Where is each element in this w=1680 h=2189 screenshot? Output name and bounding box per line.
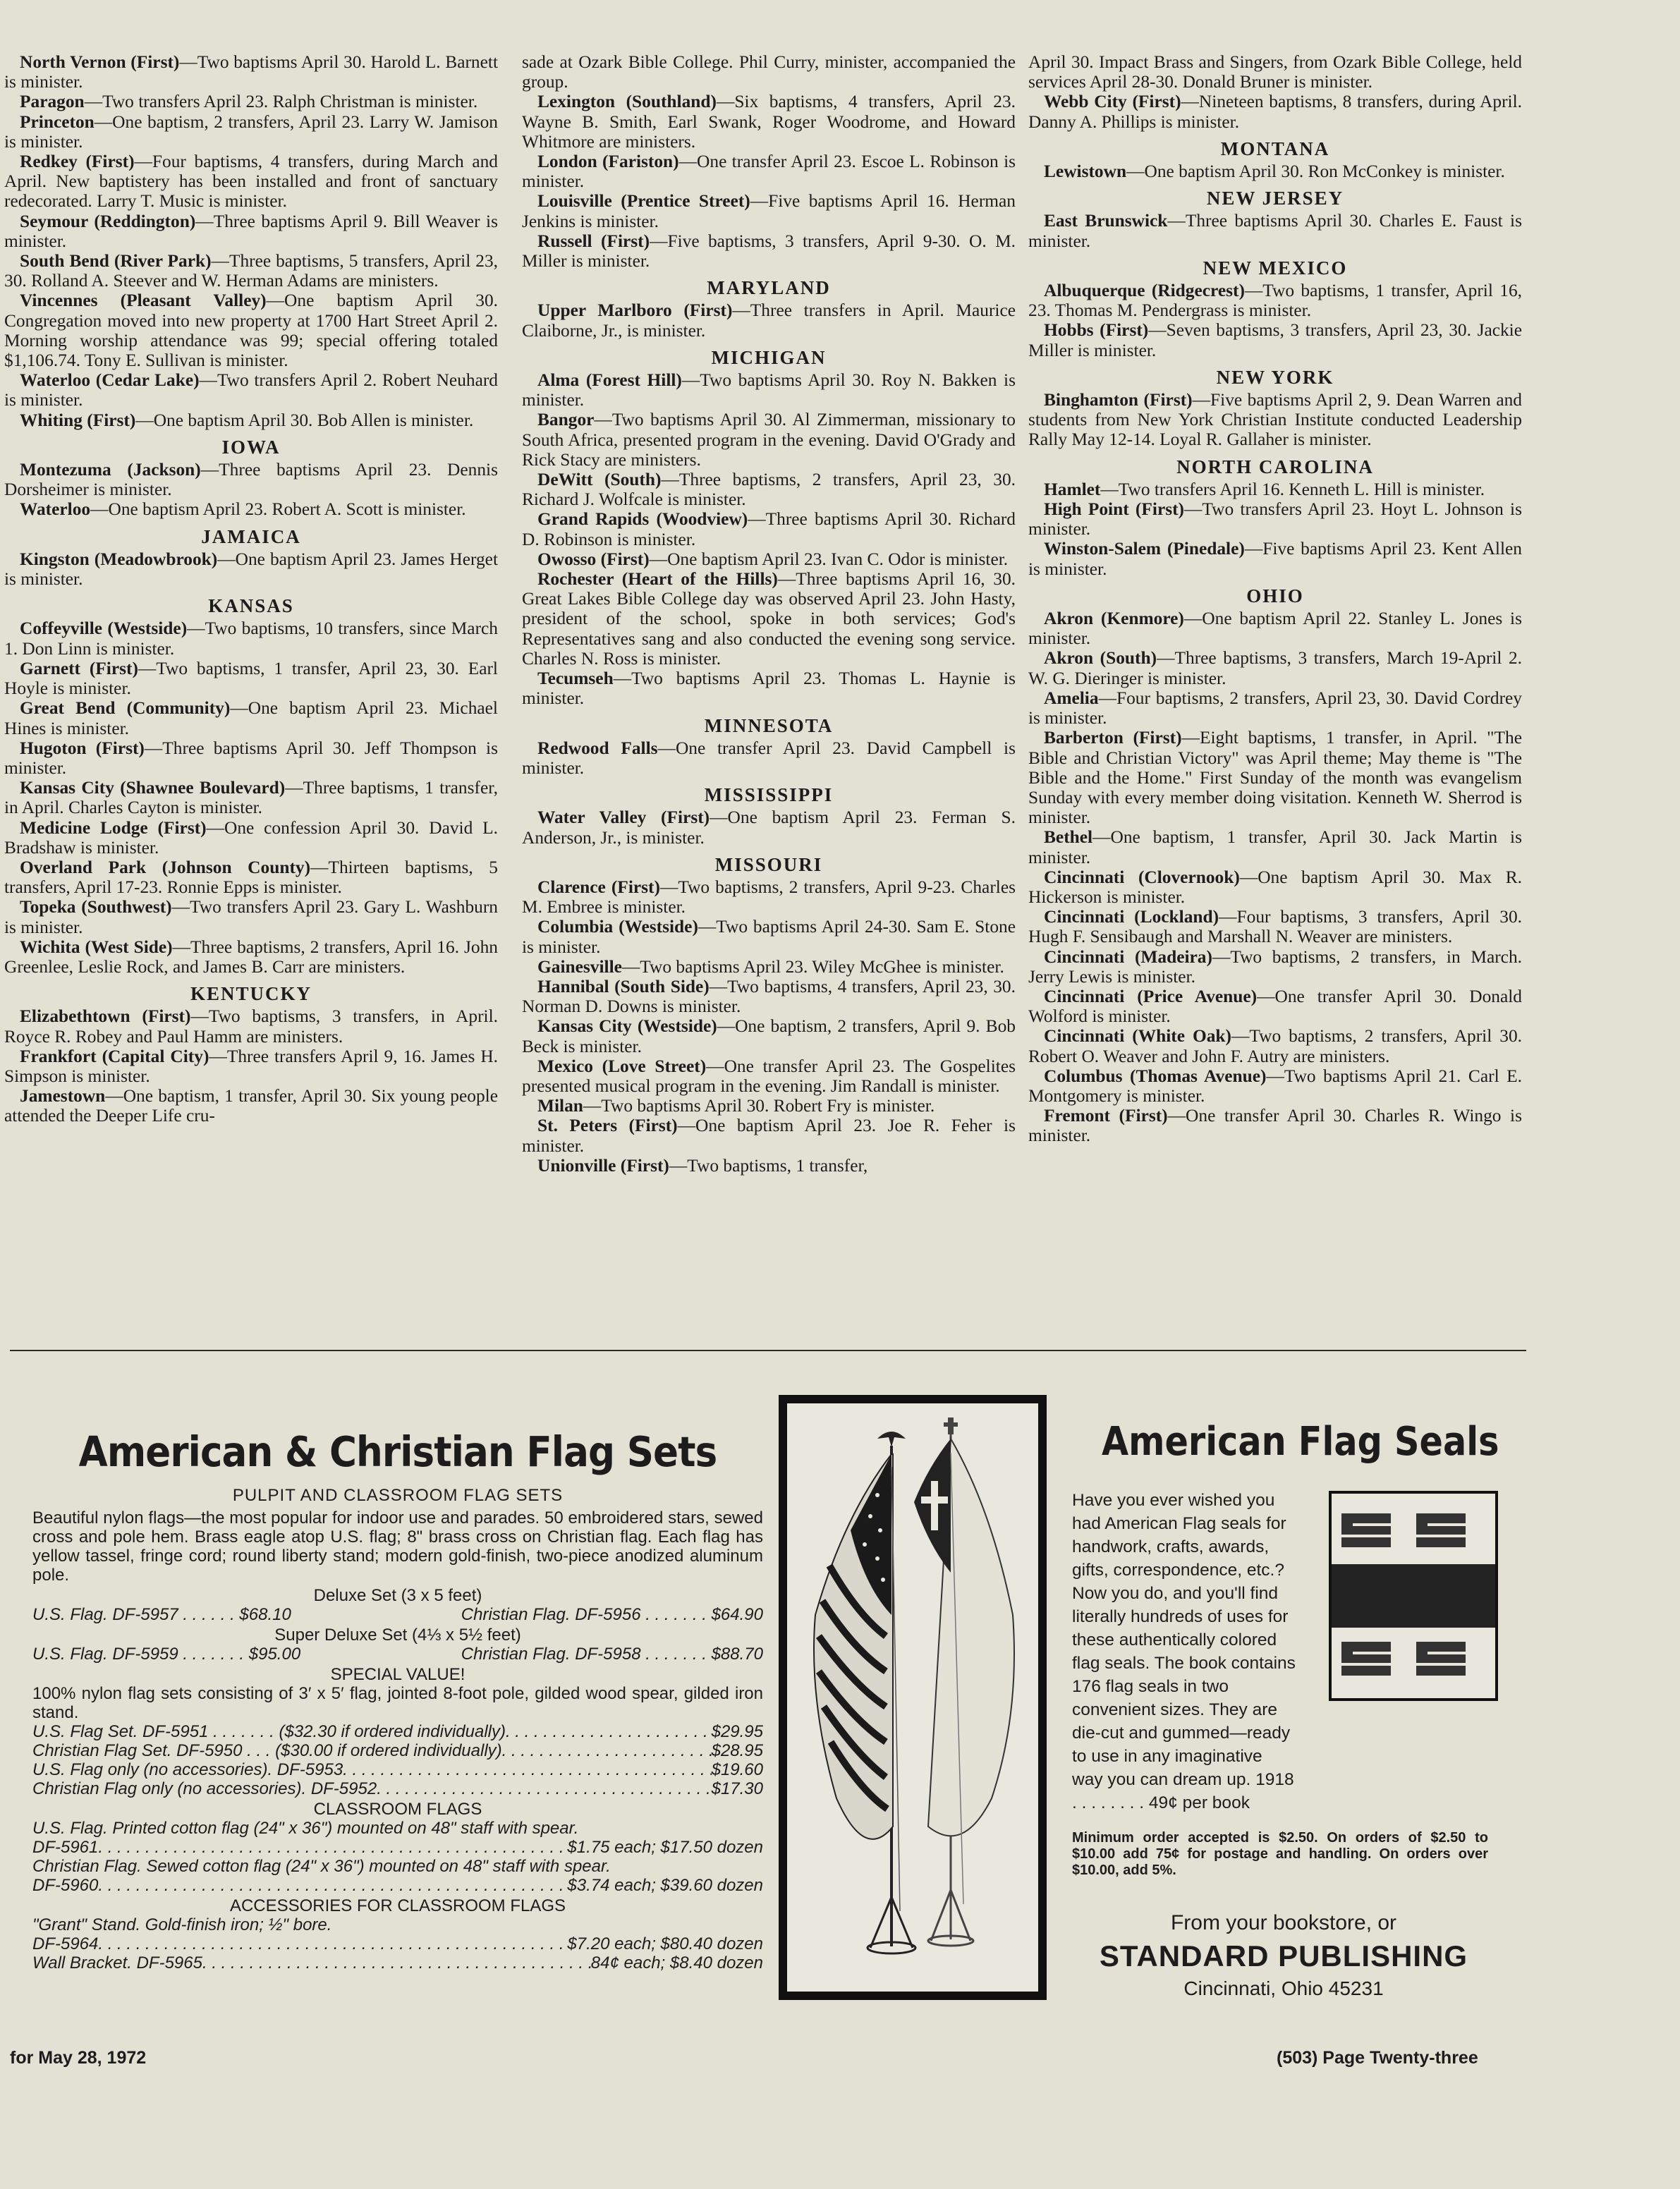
footer-date: for May 28, 1972 <box>10 2048 147 2068</box>
church-entry <box>4 112 498 152</box>
church-entry <box>4 937 498 977</box>
church-entry <box>1028 1026 1522 1066</box>
church-name: Medicine Lodge (First) <box>20 817 207 838</box>
state-heading: OHIO <box>1246 585 1304 606</box>
entry-text: —One transfer April 23. David Campbell is minister. <box>522 738 1016 778</box>
church-name: St. Peters (First) <box>537 1116 678 1136</box>
church-entry <box>1028 1106 1522 1145</box>
entry-text: —Three baptisms April 30. Richard D. Robinson is minister. <box>522 509 1016 549</box>
ad-description: Beautiful nylon flags—the most popular for indoor use and parades. 50 embroidered stars, sewed cross and pole hem. Brass eagle atop U.S. flag; 8" brass cross on Christian flag. Each flag has yellow tassel, fringe cord; round liberty stand; modern gold-finish, two-piece anodized aluminum pole. <box>32 1508 763 1585</box>
church-entry <box>1028 499 1522 539</box>
state-heading: JAMAICA <box>201 525 301 547</box>
entry-text: —Three baptisms April 30. Charles E. Faust is minister. <box>1028 211 1522 251</box>
seal-book-image <box>1329 1491 1498 1701</box>
entry-text: —Two baptisms, 2 transfers, April 9-23. Charles M. Embree is minister. <box>522 877 1016 917</box>
entry-text: —Three baptisms April 16, 30. Great Lakes Bible College day was observed April 23. John Hasty, president of the school, spoke in both services; God's Representatives sang and also conducted the evening song service. Charles N. Ross is minister. <box>522 569 1016 669</box>
church-name: Hobbs (First) <box>1044 320 1149 341</box>
entry-text: —One baptism, 2 transfers, April 9. Bob Beck is minister. <box>522 1016 1016 1056</box>
entry-text: —Two baptisms April 23. Thomas L. Haynie is minister. <box>522 669 1016 709</box>
church-entry <box>4 858 498 897</box>
special-value-list <box>32 1722 763 1798</box>
price-line: DF-5960 . . . $3.74 each; $39.60 dozen <box>32 1876 763 1895</box>
church-name: Cincinnati (Madeira) <box>1044 946 1212 967</box>
footer-page-number: (503) Page Twenty-three <box>1277 2048 1478 2068</box>
church-name: Kingston (Meadowbrook) <box>20 549 218 569</box>
church-entry <box>522 191 1016 231</box>
entry-text: —Two baptisms April 30. Harold L. Barnett is minister. <box>4 52 498 92</box>
entry-text: —Three baptisms April 9. Bill Weaver is minister. <box>4 211 498 251</box>
church-name: Tecumseh <box>537 669 614 689</box>
church-name: Akron (South) <box>1044 648 1157 669</box>
ad-title: American Flag Seals <box>1102 1419 1499 1465</box>
entry-text: —One baptism April 30. Max R. Hickerson is minister. <box>1028 867 1522 907</box>
section-divider <box>10 1350 1526 1351</box>
church-name: Elizabethtown (First) <box>20 1006 191 1027</box>
church-entry <box>4 212 498 251</box>
news-column-3 <box>1028 52 1522 1146</box>
church-name: DeWitt (South) <box>537 470 662 490</box>
church-name: Vincennes (Pleasant Valley) <box>20 291 267 311</box>
entry-text: —Two baptisms April 30. Al Zimmerman, missionary to South Africa, presented program in the evening. David O'Grady and Rick Stacy are ministers. <box>522 410 1016 470</box>
church-name: Amelia <box>1044 688 1099 708</box>
entry-text: —One transfer April 30. Charles R. Wingo is minister. <box>1028 1106 1522 1146</box>
church-name: Cincinnati (Clovernook) <box>1044 867 1240 887</box>
deluxe-prices: U.S. Flag. DF-5957 . . . . . . $68.10 Christian Flag. DF-5956 . . . . . . . $64.90 <box>32 1605 763 1624</box>
church-entry <box>1028 480 1522 499</box>
church-name: Seymour (Reddington) <box>20 211 196 231</box>
news-column-1 <box>4 52 498 1126</box>
church-name: Overland Park (Johnson County) <box>20 857 311 877</box>
grant-stand: "Grant" Stand. Gold-finish iron; ½" bore. <box>32 1915 332 1934</box>
church-name: Russell (First) <box>537 231 650 251</box>
church-name: Fremont (First) <box>1044 1106 1168 1126</box>
church-name: Mexico (Love Street) <box>537 1056 707 1076</box>
price-line: DF-5961 . . . $1.75 each; $17.50 dozen <box>32 1838 763 1857</box>
entry-text: —Five baptisms April 23. Kent Allen is minister. <box>1028 539 1522 579</box>
church-entry <box>1028 907 1522 946</box>
entry-text: —One baptism April 30. Congregation moved into new property at 1700 Hart Street April 2. Morning worship attendance was 99; special offering totaled $1,106.74. Tony E. Sullivan is minister. <box>4 291 498 371</box>
entry-text: —Six baptisms, 4 transfers, April 23. Wayne B. Smith, Earl Swank, Roger Woodrome, and Howard Whitmore are ministers. <box>522 92 1016 152</box>
special-value-heading: SPECIAL VALUE! <box>330 1665 465 1684</box>
church-name: Akron (Kenmore) <box>1044 609 1184 629</box>
special-value-item: Christian Flag only (no accessories). DF-5952 . . . $17.30 <box>32 1779 763 1798</box>
church-name: Kansas City (Westside) <box>537 1016 717 1037</box>
entry-text: —Two baptisms, 2 transfers, in March. Jerry Lewis is minister. <box>1028 946 1522 987</box>
church-entry <box>522 917 1016 956</box>
classroom-heading: CLASSROOM FLAGS <box>313 1800 482 1819</box>
church-name: Hannibal (South Side) <box>537 976 710 996</box>
state-heading: NEW MEXICO <box>1203 257 1348 279</box>
deluxe-heading: Deluxe Set (3 x 5 feet) <box>313 1586 482 1605</box>
flag-seal-book-icon <box>1332 1494 1495 1698</box>
ad-description: Have you ever wished you had American Flag seals for handwork, crafts, awards, gifts, correspondence, etc.? Now you do, and you'll find literally hundreds of uses for these authentically colored flag seals. The book contains 176 flag seals in two convenient sizes. They are die-cut and gummed—ready to use in any imaginative way you can dream up. 1918 . . . . . . . . 49¢ per book <box>1072 1491 1296 1812</box>
church-entry <box>522 470 1016 509</box>
publisher-address: Cincinnati, Ohio 45231 <box>1183 1977 1384 1999</box>
state-heading: MISSOURI <box>714 853 823 875</box>
church-entry <box>4 460 498 499</box>
church-entry <box>4 778 498 817</box>
church-entry <box>4 738 498 778</box>
church-name: Garnett (First) <box>20 658 138 678</box>
church-entry <box>4 1006 498 1046</box>
church-name: Unionville (First) <box>537 1155 669 1176</box>
entry-text: —One baptism April 23. Joe R. Feher is minister. <box>522 1116 1016 1156</box>
church-entry <box>4 92 498 111</box>
church-name: Paragon <box>20 92 85 112</box>
minimum-order-note: Minimum order accepted is $2.50. On orders of $2.50 to $10.00 add 75¢ for postage and handling. On orders over $10.00, add 5%. <box>1072 1830 1488 1878</box>
entry-text: —Two transfers April 23. Hoyt L. Johnson is minister. <box>1028 499 1522 539</box>
church-entry <box>4 549 498 589</box>
state-heading: IOWA <box>221 436 281 458</box>
church-entry <box>4 370 498 410</box>
church-name: Jamestown <box>20 1086 106 1106</box>
entry-text: —One baptism April 23. James Herget is minister. <box>4 549 499 590</box>
entry-text: —Two transfers April 2. Robert Neuhard is minister. <box>4 370 499 410</box>
state-heading: KANSAS <box>208 595 294 617</box>
state-heading: MONTANA <box>1220 138 1330 159</box>
price-line: DF-5964 . . . $7.20 each; $80.40 dozen <box>32 1934 763 1953</box>
entry-text: —Thirteen baptisms, 5 transfers, April 17-23. Ronnie Epps is minister. <box>4 857 498 898</box>
entry-text: —Two baptisms, 1 transfer, April 16, 23. Thomas M. Pendergrass is minister. <box>1028 281 1522 321</box>
entry-text: —Three baptisms, 5 transfers, April 23, 30. Rolland A. Steever and W. Herman Adams are ministers. <box>4 251 498 291</box>
entry-text: —Seven baptisms, 3 transfers, April 23, 30. Jackie Miller is minister. <box>1028 320 1523 360</box>
church-entry <box>4 251 498 291</box>
entry-text: —One baptism April 23. Robert A. Scott is minister. <box>90 499 466 520</box>
church-entry <box>522 1156 1016 1176</box>
church-name: Lewistown <box>1044 161 1127 182</box>
church-entry <box>1028 609 1522 648</box>
state-heading: MINNESOTA <box>704 714 834 736</box>
bookstore-line: From your bookstore, or <box>1170 1911 1397 1934</box>
church-name: Bangor <box>537 410 595 430</box>
entry-text: —One baptism April 23. Michael Hines is minister. <box>4 698 498 738</box>
church-name: North Vernon (First) <box>20 52 180 72</box>
entry-text: —Two baptisms, 4 transfers, April 23, 30. Norman D. Downs is minister. <box>522 976 1016 1017</box>
church-name: Topeka (Southwest) <box>20 897 172 917</box>
church-entry <box>522 977 1016 1016</box>
church-name: East Brunswick <box>1044 211 1168 231</box>
church-name: High Point (First) <box>1044 499 1185 520</box>
entry-text: —Four baptisms, 4 transfers, during March and April. New baptistery has been installed and front of sanctuary redecorated. Larry T. Music is minister. <box>4 152 498 212</box>
flag-seals-ad <box>1072 1419 1499 2000</box>
church-name: South Bend (River Park) <box>20 251 212 272</box>
church-entry <box>4 52 498 92</box>
entry-text: —Two baptisms, 1 transfer, <box>669 1155 868 1176</box>
church-name: Waterloo <box>20 499 91 520</box>
church-entry <box>522 509 1016 549</box>
church-entry <box>1028 947 1522 987</box>
entry-text: —Three baptisms, 2 transfers, April 23, 30. Richard J. Wolfcale is minister. <box>522 470 1016 510</box>
church-name: Hugoton (First) <box>20 738 145 758</box>
entry-text: —Three baptisms April 30. Jeff Thompson is minister. <box>4 738 498 778</box>
entry-text: —Two baptisms April 30. Robert Fry is minister. <box>583 1096 935 1116</box>
church-entry <box>4 1047 498 1086</box>
church-entry <box>522 957 1016 977</box>
church-entry <box>1028 728 1522 827</box>
church-name: Hamlet <box>1044 479 1101 499</box>
church-name: Gainesville <box>537 956 622 977</box>
church-entry <box>1028 688 1522 728</box>
church-entry <box>522 231 1016 271</box>
entry-text: —Five baptisms, 3 transfers, April 9-30. O. M. Miller is minister. <box>522 231 1016 272</box>
church-entry <box>522 738 1016 778</box>
entry-text: —One transfer April 30. Donald Wolford is minister. <box>1028 986 1522 1027</box>
church-entry <box>1028 161 1522 181</box>
entry-text: —Five baptisms April 2, 9. Dean Warren and students from New York Christian Institute conducted Leadership Rally May 12-14. Loyal R. Gallaher is minister. <box>1028 390 1522 450</box>
entry-text: —Four baptisms, 3 transfers, April 30. Hugh F. Sensibaugh and Marshall N. Weaver are ministers. <box>1028 907 1522 947</box>
church-entry <box>522 549 1016 569</box>
state-heading: MICHIGAN <box>711 346 827 368</box>
church-name: Alma (Forest Hill) <box>537 370 682 391</box>
entry-text: sade at Ozark Bible College. Phil Curry, minister, accompanied the group. <box>522 52 1016 92</box>
entry-continuation <box>1028 52 1522 92</box>
church-name: Owosso (First) <box>537 549 650 569</box>
church-name: Columbia (Westside) <box>537 917 698 937</box>
entry-text: —Two baptisms April 30. Roy N. Bakken is minister. <box>522 370 1016 410</box>
church-name: Cincinnati (Price Avenue) <box>1044 986 1258 1006</box>
entry-text: —Three baptisms, 3 transfers, March 19-April 2. W. G. Dieringer is minister. <box>1028 648 1523 688</box>
church-name: Lexington (Southland) <box>537 92 717 112</box>
church-name: Louisville (Prentice Street) <box>537 191 750 212</box>
church-name: Clarence (First) <box>537 877 660 897</box>
accessories-heading: ACCESSORIES FOR CLASSROOM FLAGS <box>229 1896 566 1915</box>
church-entry <box>522 1116 1016 1155</box>
entry-text: —Five baptisms April 16. Herman Jenkins is minister. <box>522 191 1016 231</box>
entry-text: —Two transfers April 23. Ralph Christman is minister. <box>84 92 478 112</box>
special-value-description: 100% nylon flag sets consisting of 3′ x 5′ flag, jointed 8-foot pole, gilded wood spear, gilded iron stand. <box>32 1684 763 1722</box>
church-entry <box>1028 987 1522 1026</box>
entry-text: —One transfer April 23. Escoe L. Robinson is minister. <box>522 152 1016 192</box>
flag-sets-ad <box>32 1427 763 1972</box>
entry-text: —One baptism, 2 transfers, April 23. Larry W. Jamison is minister. <box>4 111 498 152</box>
entry-text: —One baptism April 23. Ivan C. Odor is minister. <box>649 549 1009 569</box>
church-entry <box>1028 827 1522 867</box>
church-entry <box>4 1086 498 1126</box>
church-name: Upper Marlboro (First) <box>537 300 733 321</box>
entry-text: —Nineteen baptisms, 8 transfers, during April. Danny A. Phillips is minister. <box>1028 92 1522 132</box>
entry-text: —One baptism, 1 transfer, April 30. Jack Martin is minister. <box>1028 827 1522 867</box>
church-name: Rochester (Heart of the Hills) <box>537 569 778 590</box>
church-name: Great Bend (Community) <box>20 698 231 719</box>
church-entry <box>522 569 1016 669</box>
entry-text: —Three transfers April 9, 16. James H. Simpson is minister. <box>4 1046 498 1086</box>
church-entry <box>1028 390 1522 450</box>
church-entry <box>1028 1066 1522 1106</box>
entry-text: —Two baptisms, 10 transfers, since March 1. Don Linn is minister. <box>4 618 499 659</box>
church-name: Winston-Salem (Pinedale) <box>1044 539 1245 559</box>
church-entry <box>4 897 498 937</box>
entry-text: —Eight baptisms, 1 transfer, in April. "The Bible and Christian Victory" was April theme; May theme is "The Bible and the Home." First Sunday of the month was evangelism Sunday with every member doing visitation. Kenneth W. Sherrod is minister. <box>1028 728 1522 828</box>
entry-text: —Three baptisms April 23. Dennis Dorsheimer is minister. <box>4 460 498 500</box>
church-entry <box>4 618 498 658</box>
church-name: Kansas City (Shawnee Boulevard) <box>20 778 286 798</box>
church-entry <box>522 410 1016 470</box>
state-heading: MISSISSIPPI <box>704 784 834 806</box>
church-entry <box>522 877 1016 917</box>
special-value-item: Christian Flag Set. DF-5950 . . . ($30.00 if ordered individually) . . . $28.95 <box>32 1741 763 1760</box>
entry-text: —Two baptisms April 24-30. Sam E. Stone is minister. <box>522 917 1016 957</box>
church-entry <box>1028 320 1522 360</box>
state-heading: MARYLAND <box>707 277 831 299</box>
church-entry <box>522 92 1016 152</box>
church-name: Wichita (West Side) <box>20 937 173 957</box>
church-name: Princeton <box>20 111 95 132</box>
church-entry <box>1028 867 1522 907</box>
entry-text: —Three transfers in April. Maurice Claiborne, Jr., is minister. <box>522 300 1016 341</box>
super-deluxe-heading: Super Deluxe Set (4⅓ x 5½ feet) <box>274 1626 521 1645</box>
church-name: Montezuma (Jackson) <box>20 460 201 480</box>
super-deluxe-prices: U.S. Flag. DF-5959 . . . . . . . $95.00 Christian Flag. DF-5958 . . . . . . . $88.70 <box>32 1645 763 1664</box>
church-entry <box>1028 648 1522 688</box>
church-name: Barberton (First) <box>1044 728 1182 748</box>
news-column-2 <box>522 52 1016 1176</box>
entry-text: —Two transfers April 23. Gary L. Washburn is minister. <box>4 897 498 937</box>
church-entry <box>522 1016 1016 1056</box>
church-name: Cincinnati (Lockland) <box>1044 907 1219 927</box>
entry-text: April 30. Impact Brass and Singers, from Ozark Bible College, held services April 28-30. Donald Bruner is minister. <box>1028 52 1522 92</box>
entry-text: —Two baptisms April 23. Wiley McGhee is minister. <box>621 956 1004 977</box>
church-entry <box>4 499 498 519</box>
flag-stands-icon <box>787 1403 1038 1992</box>
entry-text: —One baptism April 30. Bob Allen is minister. <box>135 410 474 430</box>
church-name: Bethel <box>1044 827 1093 848</box>
church-entry <box>4 410 498 430</box>
church-name: Whiting (First) <box>20 410 136 430</box>
church-entry <box>1028 92 1522 131</box>
entry-text: —Four baptisms, 2 transfers, April 23, 30. David Cordrey is minister. <box>1028 688 1522 728</box>
special-value-item: U.S. Flag Set. DF-5951 . . . . . . . ($32.30 if ordered individually) . . . $29.95 <box>32 1722 763 1741</box>
entry-text: —Three baptisms, 1 transfer, in April. Charles Cayton is minister. <box>4 778 499 818</box>
publisher-name: STANDARD PUBLISHING <box>1099 1939 1468 1972</box>
church-entry <box>1028 281 1522 320</box>
church-name: Coffeyville (Westside) <box>20 618 188 639</box>
entry-text: —One transfer April 23. The Gospelites presented musical program in the evening. Jim Randall is minister. <box>522 1056 1016 1096</box>
church-name: Grand Rapids (Woodview) <box>537 509 748 530</box>
church-name: Waterloo (Cedar Lake) <box>20 370 200 391</box>
entry-text: —One baptism, 1 transfer, April 30. Six young people attended the Deeper Life cru- <box>4 1086 498 1126</box>
price-line: Wall Bracket. DF-5965 . . . 84¢ each; $8.40 dozen <box>32 1953 763 1972</box>
entry-text: —Three baptisms, 2 transfers, April 16. John Greenlee, Leslie Rock, and James B. Carr are ministers. <box>4 937 498 977</box>
state-heading: NEW JERSEY <box>1206 188 1344 209</box>
entry-text: —One baptism April 23. Ferman S. Anderson, Jr., is minister. <box>522 807 1016 848</box>
special-value-item: U.S. Flag only (no accessories). DF-5953 . . . $19.60 <box>32 1760 763 1779</box>
entry-text: —One confession April 30. David L. Bradshaw is minister. <box>4 817 498 858</box>
church-name: Redwood Falls <box>537 738 658 758</box>
state-heading: NORTH CAROLINA <box>1176 456 1374 477</box>
entry-continuation <box>522 52 1016 92</box>
entry-text: —Two baptisms, 1 transfer, April 23, 30. Earl Hoyle is minister. <box>4 658 498 699</box>
church-entry <box>522 1096 1016 1116</box>
church-entry <box>522 300 1016 340</box>
entry-text: —Two transfers April 16. Kenneth L. Hill is minister. <box>1100 479 1485 499</box>
state-heading: KENTUCKY <box>190 983 312 1005</box>
church-entry <box>522 370 1016 410</box>
church-name: Frankfort (Capital City) <box>20 1046 209 1066</box>
church-name: Redkey (First) <box>20 152 135 172</box>
church-entry <box>522 669 1016 708</box>
entry-text: —Two baptisms, 3 transfers, in April. Royce R. Robey and Paul Hamm are ministers. <box>4 1006 498 1047</box>
church-entry <box>4 291 498 370</box>
ad-title: American & Christian Flag Sets <box>78 1427 717 1476</box>
church-name: Columbus (Thomas Avenue) <box>1044 1066 1267 1086</box>
church-entry <box>522 807 1016 847</box>
entry-text: —Two baptisms April 21. Carl E. Montgomery is minister. <box>1028 1066 1523 1106</box>
church-entry <box>1028 539 1522 578</box>
ad-subhead: PULPIT AND CLASSROOM FLAG SETS <box>232 1486 564 1505</box>
state-heading: NEW YORK <box>1216 366 1334 388</box>
church-entry <box>4 152 498 212</box>
church-entry <box>4 698 498 738</box>
church-name: Binghamton (First) <box>1044 390 1193 410</box>
church-entry <box>4 818 498 858</box>
entry-text: —One baptism April 30. Ron McConkey is minister. <box>1126 161 1505 182</box>
classroom-christian-flag: Christian Flag. Sewed cotton flag (24" x 36") mounted on 48" staff with spear. <box>32 1857 611 1876</box>
entry-text: —Two baptisms, 2 transfers, April 30. Robert O. Weaver and John F. Autry are ministers. <box>1028 1026 1522 1066</box>
church-entry <box>4 659 498 698</box>
church-entry <box>522 152 1016 191</box>
flags-illustration <box>779 1395 1047 2000</box>
entry-text: —One baptism April 22. Stanley L. Jones is minister. <box>1028 609 1522 649</box>
church-name: Albuquerque (Ridgecrest) <box>1044 281 1245 301</box>
church-entry <box>522 1056 1016 1096</box>
church-name: Milan <box>537 1096 583 1116</box>
classroom-us-flag: U.S. Flag. Printed cotton flag (24" x 36") mounted on 48" staff with spear. <box>32 1819 579 1838</box>
church-name: Cincinnati (White Oak) <box>1044 1026 1231 1047</box>
church-name: London (Fariston) <box>537 152 679 172</box>
church-entry <box>1028 211 1522 250</box>
church-name: Webb City (First) <box>1044 92 1181 112</box>
church-name: Water Valley (First) <box>537 807 710 828</box>
